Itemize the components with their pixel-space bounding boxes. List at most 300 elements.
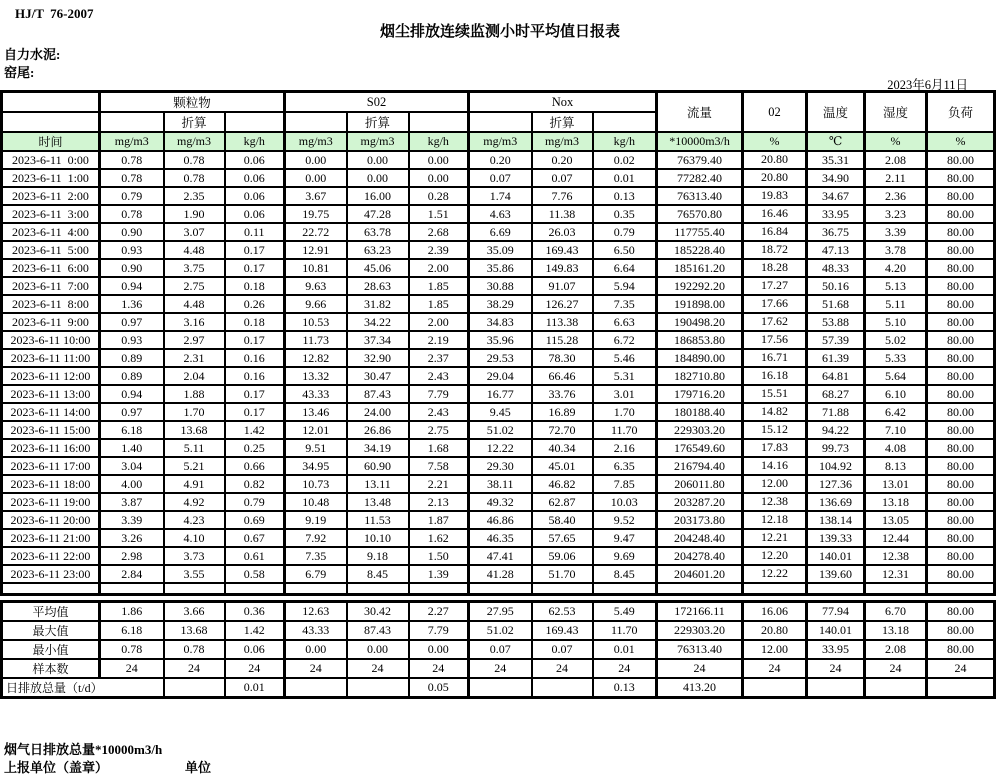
table-row <box>2 331 995 349</box>
time-cell: 2023-6-11 17:00 <box>2 457 100 475</box>
value-cell: 10.03 <box>593 493 657 511</box>
value-cell: 3.23 <box>865 205 927 223</box>
value-cell: 51.02 <box>469 421 532 439</box>
value-cell: 0.97 <box>100 403 164 421</box>
value-cell: 2.00 <box>409 259 469 277</box>
time-column-header: 时间 <box>2 132 100 151</box>
value-cell: 12.00 <box>743 640 807 659</box>
value-cell: 12.91 <box>285 241 347 259</box>
value-cell: 2.43 <box>409 367 469 385</box>
value-cell: 0.26 <box>225 295 285 313</box>
value-cell: 24 <box>225 659 285 678</box>
value-cell: 2.75 <box>164 277 225 295</box>
value-cell: 80.00 <box>927 277 995 295</box>
value-cell: 5.31 <box>593 367 657 385</box>
unit-cell: kg/h <box>225 132 285 151</box>
value-cell: 204248.40 <box>657 529 743 547</box>
empty-cell <box>2 583 100 594</box>
table-row <box>2 313 995 331</box>
value-cell: 6.79 <box>285 565 347 583</box>
value-cell: 0.02 <box>593 151 657 169</box>
value-cell <box>532 678 593 698</box>
value-cell: 10.53 <box>285 313 347 331</box>
value-cell: 78.30 <box>532 349 593 367</box>
value-cell <box>927 583 995 594</box>
value-cell: 41.28 <box>469 565 532 583</box>
value-cell: 64.81 <box>807 367 865 385</box>
value-cell: 176549.60 <box>657 439 743 457</box>
value-cell: 13.01 <box>865 475 927 493</box>
value-cell: 6.42 <box>865 403 927 421</box>
value-cell: 12.20 <box>743 547 807 565</box>
header-group-flow: 流量 <box>657 92 743 133</box>
value-cell <box>865 583 927 594</box>
value-cell: 80.00 <box>927 403 995 421</box>
value-cell: 1.70 <box>164 403 225 421</box>
value-cell: 76313.40 <box>657 640 743 659</box>
value-cell: 1.42 <box>225 621 285 640</box>
value-cell: 229303.20 <box>657 621 743 640</box>
value-cell: 1.50 <box>409 547 469 565</box>
value-cell: 0.00 <box>347 151 409 169</box>
value-cell: 19.75 <box>285 205 347 223</box>
value-cell <box>807 678 865 698</box>
summary-label: 样本数 <box>2 659 100 678</box>
summary-row <box>2 621 995 640</box>
value-cell: 94.22 <box>807 421 865 439</box>
value-cell: 18.28 <box>743 259 807 277</box>
value-cell: 35.96 <box>469 331 532 349</box>
value-cell: 24 <box>865 659 927 678</box>
value-cell: 0.07 <box>469 640 532 659</box>
table-row <box>2 493 995 511</box>
value-cell: 20.80 <box>743 621 807 640</box>
value-cell: 7.10 <box>865 421 927 439</box>
value-cell: 4.23 <box>164 511 225 529</box>
value-cell: 6.10 <box>865 385 927 403</box>
value-cell: 203287.20 <box>657 493 743 511</box>
value-cell: 60.90 <box>347 457 409 475</box>
value-cell: 57.65 <box>532 529 593 547</box>
value-cell <box>225 583 285 594</box>
unit-cell: mg/m3 <box>285 132 347 151</box>
value-cell: 57.39 <box>807 331 865 349</box>
value-cell: 3.16 <box>164 313 225 331</box>
header-converted-nox: 折算 <box>532 112 593 132</box>
value-cell: 0.66 <box>225 457 285 475</box>
table-row <box>2 223 995 241</box>
unit-header-row <box>2 132 995 151</box>
value-cell: 80.00 <box>927 421 995 439</box>
time-cell: 2023-6-11 19:00 <box>2 493 100 511</box>
value-cell: 45.01 <box>532 457 593 475</box>
unit-cell: mg/m3 <box>469 132 532 151</box>
value-cell: 80.00 <box>927 223 995 241</box>
time-cell: 2023-6-11 12:00 <box>2 367 100 385</box>
value-cell: 3.07 <box>164 223 225 241</box>
value-cell: 0.78 <box>164 640 225 659</box>
value-cell: 7.85 <box>593 475 657 493</box>
table-row <box>2 259 995 277</box>
time-cell: 2023-6-11 5:00 <box>2 241 100 259</box>
value-cell: 0.16 <box>225 349 285 367</box>
table-row <box>2 529 995 547</box>
value-cell: 14.82 <box>743 403 807 421</box>
value-cell: 0.17 <box>225 403 285 421</box>
time-cell: 2023-6-11 21:00 <box>2 529 100 547</box>
value-cell: 1.70 <box>593 403 657 421</box>
value-cell: 2.21 <box>409 475 469 493</box>
value-cell: 13.32 <box>285 367 347 385</box>
value-cell: 5.02 <box>865 331 927 349</box>
value-cell <box>409 583 469 594</box>
value-cell: 0.17 <box>225 241 285 259</box>
value-cell: 5.11 <box>164 439 225 457</box>
value-cell: 29.53 <box>469 349 532 367</box>
value-cell: 0.58 <box>225 565 285 583</box>
value-cell: 63.23 <box>347 241 409 259</box>
summary-row <box>2 601 995 621</box>
time-cell: 2023-6-11 13:00 <box>2 385 100 403</box>
value-cell: 19.83 <box>743 187 807 205</box>
value-cell: 104.92 <box>807 457 865 475</box>
value-cell: 10.81 <box>285 259 347 277</box>
header-group-load: 负荷 <box>927 92 995 133</box>
value-cell: 172166.11 <box>657 601 743 621</box>
value-cell: 80.00 <box>927 205 995 223</box>
value-cell: 1.51 <box>409 205 469 223</box>
time-cell: 2023-6-11 22:00 <box>2 547 100 565</box>
value-cell: 16.77 <box>469 385 532 403</box>
report-date: 2023年6月11日 <box>887 78 968 92</box>
value-cell: 4.20 <box>865 259 927 277</box>
value-cell: 0.00 <box>409 151 469 169</box>
value-cell: 12.82 <box>285 349 347 367</box>
value-cell <box>285 678 347 698</box>
value-cell: 10.48 <box>285 493 347 511</box>
value-cell: 182710.80 <box>657 367 743 385</box>
value-cell: 190498.20 <box>657 313 743 331</box>
value-cell: 0.78 <box>100 151 164 169</box>
value-cell: 2.04 <box>164 367 225 385</box>
value-cell: 8.45 <box>347 565 409 583</box>
value-cell: 12.18 <box>743 511 807 529</box>
value-cell: 30.47 <box>347 367 409 385</box>
value-cell: 149.83 <box>532 259 593 277</box>
table-row <box>2 547 995 565</box>
summary-label: 最小值 <box>2 640 100 659</box>
value-cell: 72.70 <box>532 421 593 439</box>
value-cell: 34.90 <box>807 169 865 187</box>
value-cell: 30.88 <box>469 277 532 295</box>
value-cell: 51.68 <box>807 295 865 313</box>
value-cell: 1.39 <box>409 565 469 583</box>
value-cell: 9.69 <box>593 547 657 565</box>
value-cell: 80.00 <box>927 187 995 205</box>
value-cell: 184890.00 <box>657 349 743 367</box>
value-cell: 80.00 <box>927 529 995 547</box>
daily-total-label: 日排放总量（t/d） <box>2 678 164 698</box>
value-cell: 80.00 <box>927 493 995 511</box>
time-cell: 2023-6-11 14:00 <box>2 403 100 421</box>
value-cell: 76313.40 <box>657 187 743 205</box>
value-cell: 6.50 <box>593 241 657 259</box>
value-cell: 2.13 <box>409 493 469 511</box>
value-cell: 7.79 <box>409 621 469 640</box>
value-cell: 13.05 <box>865 511 927 529</box>
value-cell: 4.91 <box>164 475 225 493</box>
value-cell: 34.83 <box>469 313 532 331</box>
value-cell: 16.18 <box>743 367 807 385</box>
value-cell: 0.07 <box>469 169 532 187</box>
value-cell: 51.02 <box>469 621 532 640</box>
value-cell: 24 <box>409 659 469 678</box>
value-cell: 35.86 <box>469 259 532 277</box>
value-cell: 43.33 <box>285 621 347 640</box>
value-cell: 1.68 <box>409 439 469 457</box>
value-cell: 179716.20 <box>657 385 743 403</box>
value-cell: 1.86 <box>100 601 164 621</box>
value-cell: 24 <box>657 659 743 678</box>
value-cell: 5.94 <box>593 277 657 295</box>
value-cell: 13.11 <box>347 475 409 493</box>
value-cell: 2.98 <box>100 547 164 565</box>
value-cell: 80.00 <box>927 313 995 331</box>
value-cell: 0.67 <box>225 529 285 547</box>
header-group-o2: 02 <box>743 92 807 133</box>
flow-total-note: 烟气日排放总量*10000m3/h <box>4 742 163 757</box>
value-cell: 0.97 <box>100 313 164 331</box>
value-cell: 33.76 <box>532 385 593 403</box>
value-cell: 229303.20 <box>657 421 743 439</box>
value-cell: 191898.00 <box>657 295 743 313</box>
value-cell: 24 <box>469 659 532 678</box>
value-cell: 0.89 <box>100 367 164 385</box>
value-cell: 0.06 <box>225 169 285 187</box>
value-cell: 1.88 <box>164 385 225 403</box>
value-cell: 80.00 <box>927 457 995 475</box>
value-cell: 13.18 <box>865 493 927 511</box>
value-cell: 0.11 <box>225 223 285 241</box>
unit-cell: mg/m3 <box>164 132 225 151</box>
table-row <box>2 439 995 457</box>
value-cell: 0.20 <box>469 151 532 169</box>
value-cell: 13.48 <box>347 493 409 511</box>
unit-cell: % <box>927 132 995 151</box>
header-group-temp: 温度 <box>807 92 865 133</box>
value-cell: 29.04 <box>469 367 532 385</box>
value-cell: 139.33 <box>807 529 865 547</box>
value-cell: 87.43 <box>347 385 409 403</box>
header-converted-so2: 折算 <box>347 112 409 132</box>
value-cell: 91.07 <box>532 277 593 295</box>
value-cell: 17.56 <box>743 331 807 349</box>
value-cell: 6.70 <box>865 601 927 621</box>
header-group-so2: S02 <box>285 92 469 113</box>
value-cell: 53.88 <box>807 313 865 331</box>
value-cell: 0.69 <box>225 511 285 529</box>
value-cell: 0.13 <box>593 187 657 205</box>
unit-cell: kg/h <box>593 132 657 151</box>
value-cell: 12.22 <box>743 565 807 583</box>
value-cell: 2.43 <box>409 403 469 421</box>
value-cell: 6.69 <box>469 223 532 241</box>
value-cell <box>927 678 995 698</box>
value-cell: 11.70 <box>593 421 657 439</box>
value-cell: 4.48 <box>164 295 225 313</box>
value-cell: 17.83 <box>743 439 807 457</box>
report-unit-label: 上报单位（盖章） <box>4 760 109 775</box>
value-cell: 2.00 <box>409 313 469 331</box>
value-cell: 80.00 <box>927 169 995 187</box>
summary-row <box>2 659 995 678</box>
value-cell: 9.63 <box>285 277 347 295</box>
value-cell: 8.45 <box>593 565 657 583</box>
value-cell: 16.00 <box>347 187 409 205</box>
value-cell: 22.72 <box>285 223 347 241</box>
value-cell: 0.13 <box>593 678 657 698</box>
value-cell: 126.27 <box>532 295 593 313</box>
value-cell: 0.90 <box>100 259 164 277</box>
value-cell: 12.31 <box>865 565 927 583</box>
value-cell: 80.00 <box>927 295 995 313</box>
value-cell: 2.11 <box>865 169 927 187</box>
time-cell: 2023-6-11 3:00 <box>2 205 100 223</box>
value-cell: 169.43 <box>532 621 593 640</box>
value-cell: 47.41 <box>469 547 532 565</box>
value-cell: 0.00 <box>347 640 409 659</box>
value-cell: 206011.80 <box>657 475 743 493</box>
value-cell <box>469 678 532 698</box>
value-cell <box>164 678 225 698</box>
value-cell: 16.89 <box>532 403 593 421</box>
value-cell: 0.00 <box>409 640 469 659</box>
unit-cell: mg/m3 <box>532 132 593 151</box>
value-cell: 7.35 <box>285 547 347 565</box>
value-cell: 0.25 <box>225 439 285 457</box>
value-cell: 76570.80 <box>657 205 743 223</box>
header-empty-cell <box>593 112 657 132</box>
value-cell: 0.17 <box>225 385 285 403</box>
value-cell: 4.48 <box>164 241 225 259</box>
value-cell: 80.00 <box>927 241 995 259</box>
value-cell: 3.67 <box>285 187 347 205</box>
value-cell: 2.97 <box>164 331 225 349</box>
value-cell: 66.46 <box>532 367 593 385</box>
value-cell: 46.86 <box>469 511 532 529</box>
value-cell: 5.21 <box>164 457 225 475</box>
value-cell: 0.78 <box>164 151 225 169</box>
value-cell: 20.80 <box>743 169 807 187</box>
company-label: 自力水泥: <box>4 47 61 62</box>
value-cell: 77.94 <box>807 601 865 621</box>
value-cell: 7.58 <box>409 457 469 475</box>
value-cell: 29.30 <box>469 457 532 475</box>
value-cell: 62.87 <box>532 493 593 511</box>
value-cell: 0.90 <box>100 223 164 241</box>
value-cell: 216794.40 <box>657 457 743 475</box>
value-cell: 0.17 <box>225 259 285 277</box>
value-cell: 2.08 <box>865 640 927 659</box>
value-cell: 3.04 <box>100 457 164 475</box>
table-row <box>2 421 995 439</box>
header-group-row <box>2 92 995 113</box>
value-cell: 80.00 <box>927 565 995 583</box>
time-cell: 2023-6-11 18:00 <box>2 475 100 493</box>
value-cell: 34.67 <box>807 187 865 205</box>
value-cell: 24 <box>285 659 347 678</box>
value-cell: 6.35 <box>593 457 657 475</box>
value-cell: 3.39 <box>100 511 164 529</box>
value-cell: 413.20 <box>657 678 743 698</box>
table-row <box>2 403 995 421</box>
value-cell: 1.40 <box>100 439 164 457</box>
value-cell: 71.88 <box>807 403 865 421</box>
value-cell: 0.06 <box>225 640 285 659</box>
value-cell: 33.95 <box>807 640 865 659</box>
value-cell: 3.87 <box>100 493 164 511</box>
value-cell: 185161.20 <box>657 259 743 277</box>
value-cell: 0.20 <box>532 151 593 169</box>
value-cell: 80.00 <box>927 511 995 529</box>
value-cell: 43.33 <box>285 385 347 403</box>
value-cell: 12.63 <box>285 601 347 621</box>
value-cell: 0.78 <box>100 640 164 659</box>
value-cell: 13.46 <box>285 403 347 421</box>
value-cell: 3.01 <box>593 385 657 403</box>
value-cell: 0.94 <box>100 277 164 295</box>
value-cell: 49.32 <box>469 493 532 511</box>
value-cell: 80.00 <box>927 151 995 169</box>
value-cell: 35.09 <box>469 241 532 259</box>
value-cell: 24 <box>807 659 865 678</box>
value-cell: 34.22 <box>347 313 409 331</box>
value-cell: 204278.40 <box>657 547 743 565</box>
value-cell: 139.60 <box>807 565 865 583</box>
value-cell <box>865 678 927 698</box>
value-cell: 4.63 <box>469 205 532 223</box>
value-cell: 11.70 <box>593 621 657 640</box>
value-cell: 5.46 <box>593 349 657 367</box>
value-cell: 17.27 <box>743 277 807 295</box>
value-cell <box>347 583 409 594</box>
value-cell: 1.42 <box>225 421 285 439</box>
value-cell: 2.31 <box>164 349 225 367</box>
value-cell: 3.39 <box>865 223 927 241</box>
value-cell: 0.07 <box>532 640 593 659</box>
value-cell: 2.16 <box>593 439 657 457</box>
value-cell: 0.00 <box>285 640 347 659</box>
value-cell: 76379.40 <box>657 151 743 169</box>
unit-cell: ℃ <box>807 132 865 151</box>
value-cell: 9.18 <box>347 547 409 565</box>
value-cell: 4.08 <box>865 439 927 457</box>
time-cell: 2023-6-11 7:00 <box>2 277 100 295</box>
table-row <box>2 457 995 475</box>
header-converted-pm: 折算 <box>164 112 225 132</box>
value-cell: 27.95 <box>469 601 532 621</box>
value-cell: 3.66 <box>164 601 225 621</box>
value-cell: 140.01 <box>807 547 865 565</box>
value-cell: 50.16 <box>807 277 865 295</box>
value-cell: 113.38 <box>532 313 593 331</box>
table-row <box>2 475 995 493</box>
value-cell <box>285 583 347 594</box>
value-cell: 204601.20 <box>657 565 743 583</box>
time-cell: 2023-6-11 6:00 <box>2 259 100 277</box>
time-cell: 2023-6-11 1:00 <box>2 169 100 187</box>
value-cell: 4.92 <box>164 493 225 511</box>
